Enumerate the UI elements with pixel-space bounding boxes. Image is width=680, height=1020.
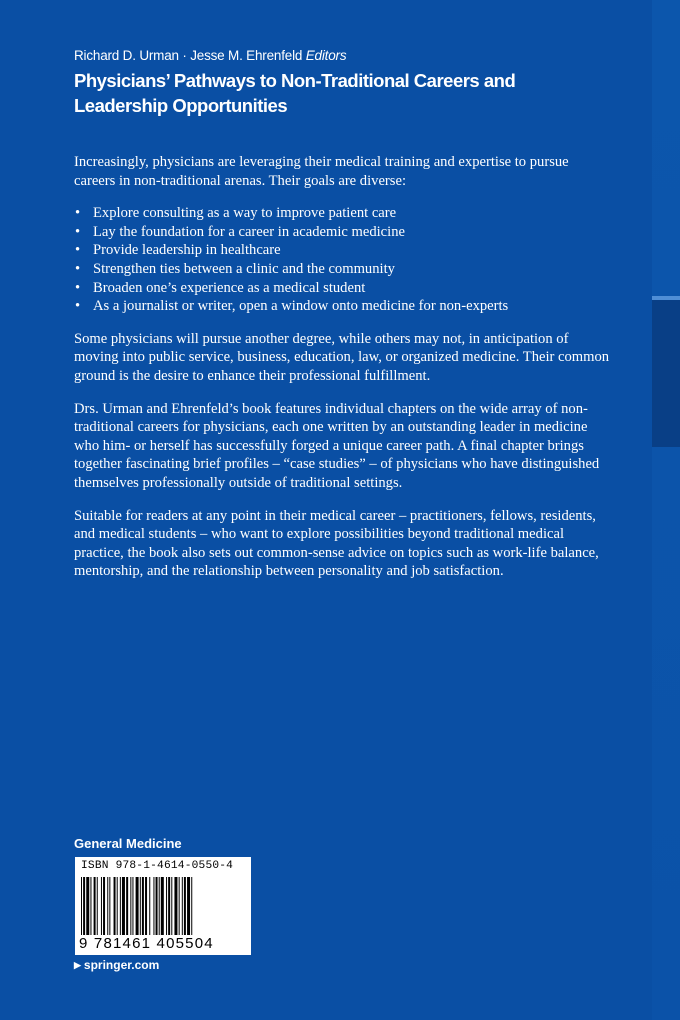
book-title-line-2: Leadership Opportunities	[74, 95, 288, 116]
goals-list-item: • Strengthen ties between a clinic and the community	[75, 260, 395, 277]
goals-list-item: • Explore consulting as a way to improve patient care	[75, 205, 397, 222]
description-paragraph-4: Suitable for readers at any point in their medical career – practitioners, fellows, residents, and medical students – who want to explore possibilities beyond traditional medical practice, the book also sets out common-sense advice on topics such as work-life balance, mentorship, and the relationship between personality and job satisfaction.	[74, 507, 599, 580]
description-intro: Increasingly, physicians are leveraging their medical training and expertise to pursue careers in non-traditional arenas. Their goals are diverse:	[74, 154, 569, 189]
spine-stripe	[652, 0, 680, 1020]
website-label: springer.com	[83, 958, 160, 972]
isbn-barcode	[75, 857, 251, 955]
goals-list-item: • Lay the foundation for a career in academic medicine	[75, 223, 405, 240]
subject-category: General Medicine	[74, 836, 182, 851]
goals-list-item: • As a journalist or writer, open a window onto medicine for non-experts	[75, 298, 509, 315]
isbn-label: ISBN 978-1-4614-0550-4	[81, 860, 234, 872]
bullet-icon: •	[75, 242, 81, 259]
bullet-icon: •	[75, 260, 81, 277]
bullet-icon: •	[75, 223, 81, 240]
goals-list	[74, 204, 610, 316]
book-authors	[74, 48, 346, 63]
goals-list-item: • Provide leadership in healthcare	[75, 242, 281, 259]
publisher-website[interactable]	[74, 958, 159, 972]
description-paragraph-3: Drs. Urman and Ehrenfeld’s book features individual chapters on the wide array of non-traditional careers for physicians, each one written by an outstanding leader in medicine who him- or herself has successfully forged a unique career path. A final chapter brings together fascinating brief profiles – “case studies” – of physicians who have distinguished themselves professionally outside of traditional settings.	[74, 400, 600, 491]
book-title-line-1: Physicians’ Pathways to Non-Traditional Careers and	[74, 70, 516, 91]
barcode-digits: 9 781461 405504	[79, 935, 214, 952]
triangle-right-icon: ▶	[74, 959, 81, 970]
goals-list-item: • Broaden one’s experience as a medical student	[75, 279, 366, 296]
bullet-icon: •	[75, 279, 81, 296]
book-description	[74, 153, 610, 595]
bullet-icon: •	[75, 205, 81, 222]
description-paragraph-2: Some physicians will pursue another degree, while others may not, in anticipation of moving into public service, business, education, law, or organized medicine. Their common ground is the desire to enhance their professional fulfillment.	[74, 330, 610, 384]
editor-role: Editors	[305, 48, 347, 63]
book-title	[74, 68, 594, 118]
authors-names: Richard D. Urman · Jesse M. Ehrenfeld	[74, 48, 303, 63]
barcode-bars	[81, 877, 247, 935]
spine-band	[652, 300, 680, 447]
bullet-icon: •	[75, 298, 81, 315]
